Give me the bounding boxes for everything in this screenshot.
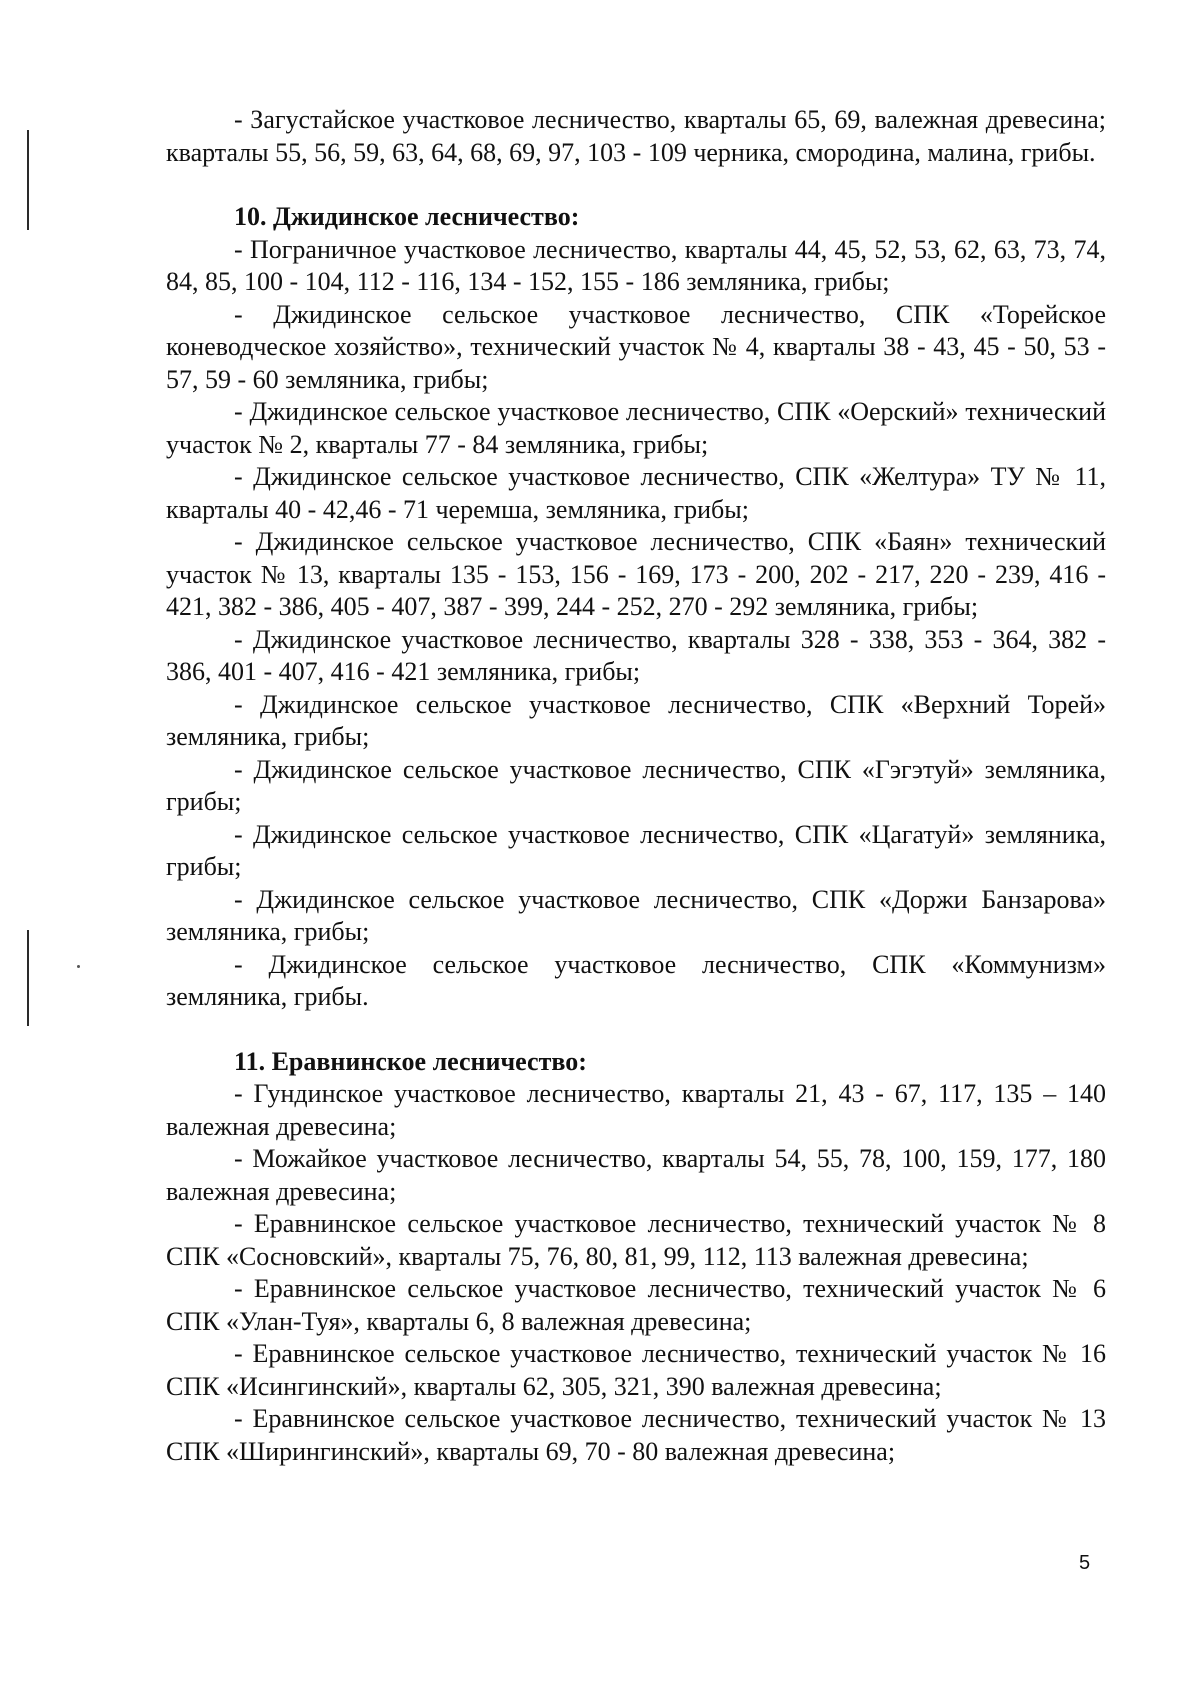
section-10-item: - Джидинское сельское участковое лесничество, СПК «Желтура» ТУ № 11, кварталы 40 - 42,46 - 71 черемша, земляника, грибы; [166, 462, 1106, 524]
section-11-item: - Еравнинское сельское участковое лесничество, технический участок № 16 СПК «Исингинский», кварталы 62, 305, 321, 390 валежная древесина; [166, 1339, 1106, 1401]
section-10-item: - Джидинское сельское участковое лесничество, СПК «Верхний Торей» земляника, грибы; [166, 689, 1106, 751]
section-10-item: - Джидинское сельское участковое лесничество, СПК «Гэгэтуй» земляника, грибы; [166, 754, 1106, 816]
scan-artifact-line [27, 130, 29, 230]
page-number: 5 [1079, 1552, 1091, 1574]
scan-artifact-line [27, 930, 29, 1026]
section-11-heading: 11. Еравнинское лесничество: [234, 1046, 587, 1076]
section-11-item: - Еравнинское сельское участковое лесничество, технический участок № 13 СПК «Ширингинский», кварталы 69, 70 - 80 валежная древесина; [166, 1404, 1106, 1466]
section-10-item: - Джидинское сельское участковое лесничество, СПК «Цагатуй» земляника, грибы; [166, 819, 1106, 881]
intro-paragraph: - Загустайское участковое лесничество, кварталы 65, 69, валежная древесина; кварталы 55, 56, 59, 63, 64, 68, 69, 97, 103 - 109 черника, смородина, малина, грибы. [166, 105, 1106, 167]
section-10-item: - Джидинское сельское участковое лесничество, СПК «Оерский» технический участок № 2, кварталы 77 - 84 земляника, грибы; [166, 397, 1106, 459]
section-11-item: - Гундинское участковое лесничество, кварталы 21, 43 - 67, 117, 135 – 140 валежная древесина; [166, 1079, 1106, 1141]
section-11-item: - Еравнинское сельское участковое лесничество, технический участок № 6 СПК «Улан-Туя», кварталы 6, 8 валежная древесина; [166, 1274, 1106, 1336]
section-10-item: - Пограничное участковое лесничество, кварталы 44, 45, 52, 53, 62, 63, 73, 74, 84, 85, 100 - 104, 112 - 116, 134 - 152, 155 - 186 земляника, грибы; [166, 234, 1106, 296]
section-10-item: - Джидинское участковое лесничество, кварталы 328 - 338, 353 - 364, 382 - 386, 401 - 407, 416 - 421 земляника, грибы; [166, 624, 1106, 686]
section-10-item: - Джидинское сельское участковое лесничество, СПК «Доржи Банзарова» земляника, грибы; [166, 884, 1106, 946]
section-11-item: - Еравнинское сельское участковое лесничество, технический участок № 8 СПК «Сосновский», кварталы 75, 76, 80, 81, 99, 112, 113 валежная древесина; [166, 1209, 1106, 1271]
scan-artifact-dot [77, 965, 80, 968]
section-10-item: - Джидинское сельское участковое лесничество, СПК «Баян» технический участок № 13, кварталы 135 - 153, 156 - 169, 173 - 200, 202 - 217, 220 - 239, 416 - 421, 382 - 386, 405 - 407, 387 - 399, 244 - 252, 270 - 292 земляника, грибы; [166, 527, 1106, 621]
section-10-heading: 10. Джидинское лесничество: [234, 202, 580, 231]
section-11-item: - Можайкое участковое лесничество, кварталы 54, 55, 78, 100, 159, 177, 180 валежная древесина; [166, 1144, 1106, 1206]
section-10-item: - Джидинское сельское участковое лесничество, СПК «Торейское коневодческое хозяйство», технический участок № 4, кварталы 38 - 43, 45 - 50, 53 - 57, 59 - 60 земляника, грибы; [166, 299, 1106, 394]
section-10-item: - Джидинское сельское участковое лесничество, СПК «Коммунизм» земляника, грибы. [166, 949, 1106, 1011]
document-body [166, 104, 1106, 1468]
